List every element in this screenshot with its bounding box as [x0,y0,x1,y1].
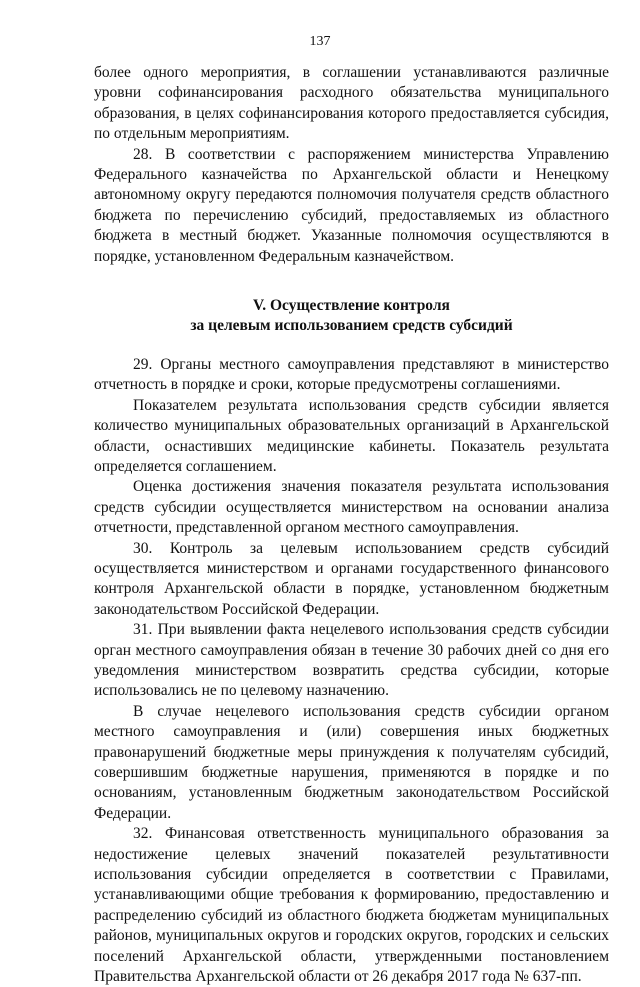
page-number: 137 [309,34,331,49]
section-heading [94,296,609,337]
paragraph-28: 28. В соответствии с распоряжением министерства Управлению Федерального казначейства по Архангельской области и Ненецкому автономному округу передаются полномочия получателя средств областного бюджета по перечислению субсидий, предоставляемых из областного бюджета в местный бюджет. Указанные полномочия осуществляются в порядке, установленном Федеральным казначейством. [94,145,609,265]
section-heading-line-1: V. Осуществление контроля [253,297,450,315]
paragraph-continuation: более одного мероприятия, в соглашении устанавливаются различные уровни софинансирования расходного обязательства муниципального образования, в целях софинансирования которого предоставляется субсидия, по отдельным мероприятиям. [94,64,609,143]
paragraph-29: 29. Органы местного самоуправления представляют в министерство отчетность в порядке и сроки, которые предусмотрены соглашениями. [94,355,609,394]
paragraph-30: 30. Контроль за целевым использованием средств субсидий осуществляется министерством и органами государственного финансового контроля Архангельской области в порядке, установленном бюджетным законодательством Российской Федерации. [94,539,609,618]
section-heading-line-2: за целевым использованием средств субсидий [190,317,513,335]
paragraph-indicator-assessment: Оценка достижения значения показателя результата использования средств субсидии осуществляется министерством на основании анализа отчетности, представленной органом местного самоуправления. [94,478,609,537]
paragraph-31: 31. При выявлении факта нецелевого использования средств субсидии орган местного самоуправления обязан в течение 30 рабочих дней со дня его уведомления министерством возвратить средства субсидии, которые использовались не по целевому назначению. [94,621,609,700]
document-body [94,63,609,987]
paragraph-result-indicator: Показателем результата использования средств субсидии является количество муниципальных образовательных организаций в Архангельской области, оснастивших медицинские кабинеты. Показатель результата определяется соглашением. [94,396,609,475]
paragraph-32: 32. Финансовая ответственность муниципального образования за недостижение целевых значений показателей результативности использования субсидии определяется в соответствии с Правилами, устанавливающими общие требования к формированию, предоставлению и распределению субсидий из областного бюджета бюджетам муниципальных районов, муниципальных округов и городских округов, городских и сельских поселений Архангельской области, утвержденными постановлением Правительства Архангельской области от 26 декабря 2017 года № 637-пп. [94,825,609,986]
paragraph-misuse-measures: В случае нецелевого использования средств субсидии органом местного самоуправления и (или) совершения иных бюджетных правонарушений бюджетные меры принуждения к получателям субсидий, совершившим бюджетные нарушения, применяются в порядке и по основаниям, установленным бюджетным законодательством Российской Федерации. [94,702,609,822]
